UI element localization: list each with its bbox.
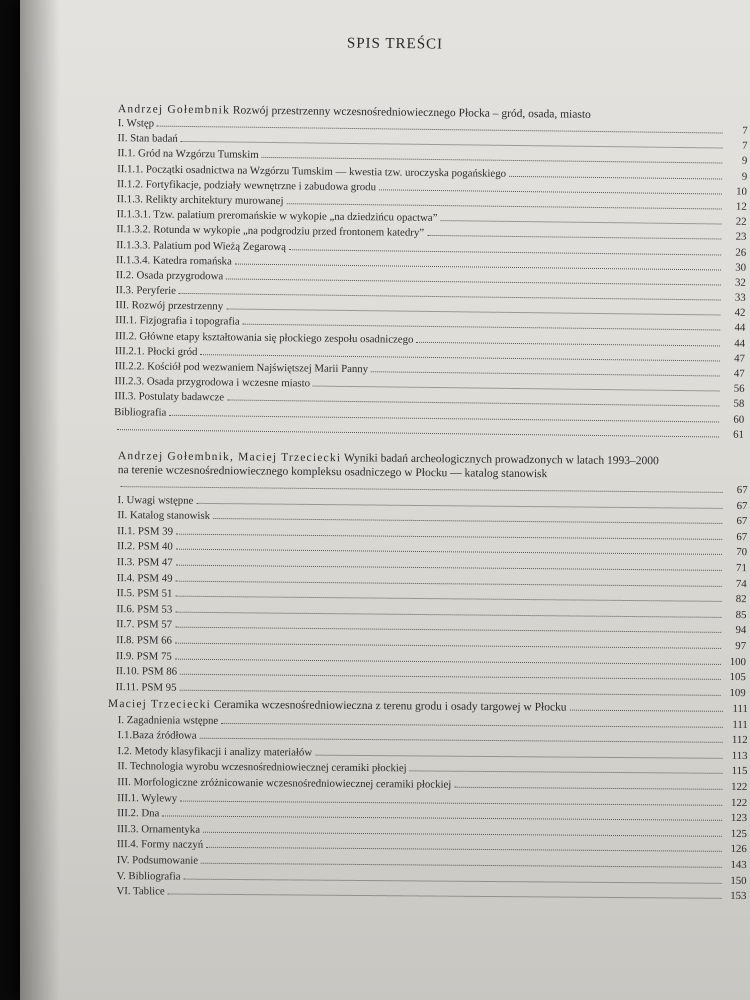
toc-entry-page: 26 <box>735 246 747 259</box>
section-page-number: 111 <box>732 702 748 716</box>
toc-section-3 <box>106 697 748 905</box>
toc-entry-page: 12 <box>735 200 747 213</box>
toc-entry-label: III.3. Postulaty badawcze <box>114 390 225 404</box>
toc-entry-label: I. Zagadnienia wstępne <box>117 713 219 727</box>
toc-entries <box>106 477 748 701</box>
leader-dots <box>570 701 723 712</box>
toc-entry-page: 67 <box>736 499 748 512</box>
toc-entry-label: III.3. Ornamentyka <box>116 822 201 836</box>
toc-entry-page: 67 <box>736 515 748 528</box>
toc-entry-label: VI. Tablice <box>116 885 165 898</box>
toc-entry-label: I. Uwagi wstępne <box>117 493 194 507</box>
toc-entry-page: 126 <box>730 843 747 856</box>
toc-entry-label: II.2. PSM 40 <box>117 540 173 554</box>
toc-entry-label: II.8. PSM 66 <box>116 634 173 647</box>
toc-entry-page: 58 <box>733 398 745 411</box>
section-author: Andrzej Gołembnik, Maciej Trzeciecki <box>117 450 342 465</box>
toc-entry-page: 153 <box>730 890 747 903</box>
toc-entry-page: 71 <box>736 562 747 575</box>
leader-dots <box>454 778 722 790</box>
toc-entry-page: 33 <box>734 291 746 304</box>
toc-entry-label: II.1.3.4. Katedra romańska <box>115 253 232 268</box>
toc-entry-page: 9 <box>741 170 748 183</box>
toc-entry-page: 112 <box>731 734 748 747</box>
toc-entry-label: I. Wstęp <box>117 117 155 130</box>
toc-entry-page: 122 <box>730 796 748 809</box>
toc-entry-label: II.3. Peryferie <box>115 284 177 297</box>
toc-entry-label: II.5. PSM 51 <box>116 587 173 600</box>
toc-entry-label: II.7. PSM 57 <box>116 618 173 631</box>
toc-entry-label: III.1. Fizjografia i topografia <box>115 314 240 329</box>
toc-entry-label: II. Stan badań <box>117 132 178 146</box>
toc-entry-page: 47 <box>734 352 745 365</box>
toc-entry-page: 7 <box>742 124 748 137</box>
toc-entry-page: 67 <box>736 484 748 497</box>
section-work-title: Wyniki badań archeologicznych prowadzonych w latach 1993–2000 <box>343 452 659 468</box>
toc-entry-label: II.1. PSM 39 <box>117 524 174 538</box>
toc-entry-label: V. Bibliografia <box>116 869 181 883</box>
toc-entry-label: III.1. Wylewy <box>117 791 178 805</box>
book-page <box>20 0 750 1000</box>
section-work-title: Ceramika wczesnośredniowieczna z terenu grodu i osady targowej w Płocku <box>213 698 567 714</box>
leader-dots <box>509 166 722 179</box>
section-author: Maciej Trzeciecki <box>107 697 212 711</box>
toc-entry-page: 122 <box>731 780 748 793</box>
toc-entry-page: 10 <box>736 185 748 198</box>
toc-entry-page: 61 <box>733 428 745 441</box>
toc-entry-page: 82 <box>735 593 747 606</box>
toc-entry-label: I.2. Metody klasyfikacji i analizy materiałów <box>117 744 313 759</box>
toc-entry-page: 9 <box>741 155 748 168</box>
toc-entry-page: 23 <box>735 230 747 244</box>
toc-entry-page: 123 <box>730 812 748 825</box>
leader-dots <box>410 762 723 774</box>
toc-entry-label: II. Technologia wyrobu wczesnośredniowiecznej ceramiki płockiej <box>117 760 407 775</box>
toc-entry-label: II.1.1. Początki osadnictwa na Wzgórzu Tumskim — kwestia tzw. uroczyska pogańskiego <box>117 162 507 180</box>
page-shadow <box>20 0 60 1000</box>
toc-entry-label: III. Rozwój przestrzenny <box>115 299 224 313</box>
toc-entry-label: Bibliografia <box>114 405 167 419</box>
toc-entry-page: 113 <box>731 749 748 762</box>
toc-entry-page: 115 <box>731 765 748 778</box>
toc-entry-page: 42 <box>734 306 746 320</box>
toc-entry-label: II.1.2. Fortyfikacje, podziały wewnętrzne i zabudowa grodu <box>116 177 377 194</box>
toc-entry-page: 70 <box>736 546 748 559</box>
toc-entry-label: II.1.3.3. Palatium pod Wieżą Zegarową <box>116 238 286 253</box>
toc-entry-page: 67 <box>736 530 748 543</box>
toc-entry-label: IV. Podsumowanie <box>116 854 199 867</box>
toc-entry-label: II.1.3. Relikty architektury murowanej <box>116 193 284 208</box>
toc-entry-label: II.10. PSM 86 <box>115 665 178 678</box>
toc-entry-page: 85 <box>735 608 747 621</box>
toc-entry-page: 143 <box>730 858 747 871</box>
toc-entries <box>104 116 748 443</box>
toc-entry-page: 30 <box>735 261 747 274</box>
leader-dots <box>440 211 721 224</box>
toc-entry-page: 7 <box>742 139 748 153</box>
toc-entry-page: 56 <box>733 382 745 395</box>
toc-entry-page: 105 <box>729 671 746 684</box>
toc-entry-page: 109 <box>729 686 746 699</box>
toc-entry-page: 150 <box>730 874 747 887</box>
toc-entry-page: 125 <box>730 827 747 840</box>
toc-entry-label: III.2.1. Płocki gród <box>114 344 198 358</box>
toc-entry-page: 47 <box>733 367 745 380</box>
toc-entry-label: II. Katalog stanowisk <box>117 509 211 523</box>
leader-dots <box>315 745 722 758</box>
toc-entry-label: II.3. PSM 47 <box>116 556 173 569</box>
toc-entry-page: 100 <box>729 655 747 668</box>
toc-entry-page: 97 <box>735 639 747 653</box>
toc-entry-label: I.1.Baza źródłowa <box>117 729 197 742</box>
toc-entries <box>106 713 747 905</box>
toc-entry-page: 60 <box>733 413 745 426</box>
toc-entry-page: 32 <box>734 276 746 289</box>
toc-entry-page: 22 <box>735 215 747 228</box>
toc-entry-label: II.1.3.1. Tzw. palatium preromańskie w wykopie „na dziedzińcu opactwa” <box>116 208 438 225</box>
section-work-title-cont: na terenie wczesnośredniowiecznego kompleksu osadniczego w Płocku — katalog stanowisk <box>117 464 548 481</box>
toc-entry-label: II.2. Osada przygrodowa <box>115 268 224 283</box>
toc-entry-label: II.1. Gród na Wzgórzu Tumskim <box>117 147 259 162</box>
toc-entry-label: III.2.3. Osada przygrodowa i wczesne miasto <box>114 375 311 390</box>
toc-entry-page: 74 <box>735 577 747 590</box>
toc-section-1 <box>104 102 748 443</box>
toc-entry-label: II.1.3.2. Rotunda w wykopie „na podgrodziu przed frontonem katedry” <box>116 223 425 240</box>
toc-entry-label: II.4. PSM 49 <box>116 571 173 585</box>
toc-entry-page: 44 <box>734 337 746 350</box>
page-title: SPIS TREŚCI <box>346 35 444 53</box>
toc-entry-page: 94 <box>735 624 747 637</box>
toc-entry-label: II.9. PSM 75 <box>115 649 172 663</box>
section-work-title: Rozwój przestrzenny wczesnośredniowiecznego Płocka – gród, osada, miasto <box>232 104 591 121</box>
toc-entry-label: III.2. Główne etapy kształtowania się płockiego zespołu osadniczego <box>115 329 414 346</box>
toc-entry-page: 111 <box>732 718 748 731</box>
toc-entry-label: II.11. PSM 95 <box>115 680 177 694</box>
toc-entry-label: III.4. Formy naczyń <box>116 838 204 852</box>
toc-entry-label: III. Morfologiczne zróżnicowanie wczesnośredniowiecznej ceramiki płockiej <box>117 776 452 791</box>
toc-entry-label: II.6. PSM 53 <box>116 602 173 616</box>
section-author: Andrzej Gołembnik <box>117 103 231 117</box>
toc-section-2 <box>106 449 748 701</box>
toc-entry-page: 44 <box>734 322 746 335</box>
toc-entry-label: III.2. Dna <box>117 807 160 820</box>
toc-entry-label: III.2.2. Kościół pod wezwaniem Najświętszej Marii Panny <box>114 360 369 376</box>
